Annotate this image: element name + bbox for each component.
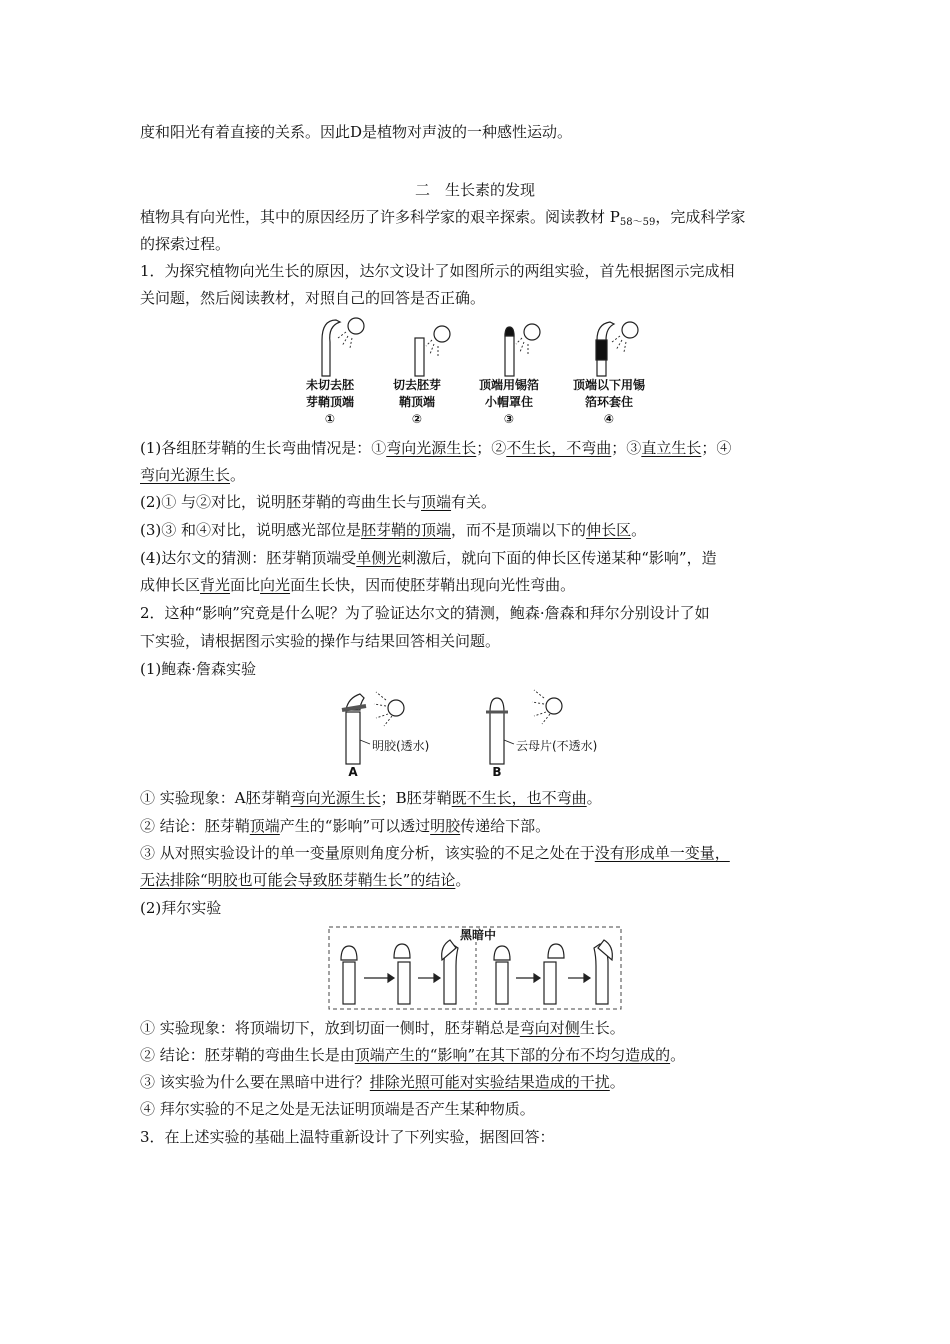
answer-line: ② 结论：胚芽鞘的弯曲生长是由顶端产生的“影响”在其下部的分布不均匀造成的。 [140,1046,686,1064]
answer-line: ③ 从对照实验设计的单一变量原则角度分析，该实验的不足之处在于没有形成单一变量， [140,844,730,862]
figure-caption: 切去胚芽 鞘顶端 ② [392,378,441,426]
question: 2．这种“影响”究竟是什么呢？为了验证达尔文的猜测，鲍森·詹森和拜尔分别设计了如 [140,604,710,622]
figure-label: 云母片(不透水) [516,739,598,753]
paragraph: 植物具有向光性，其中的原因经历了许多科学家的艰辛探索。阅读教材 $P_{58\sim 59}$，完成科学家 [140,208,746,228]
answer-line: ④ 拜尔实验的不足之处是无法证明顶端是否产生某种物质。 [140,1100,535,1118]
answer-line: 无法排除“明胶也可能会导致胚芽鞘生长”的结论。 [140,871,471,889]
boysen-jensen-figure [330,684,630,780]
figure-tag: A [348,765,358,779]
answer-line: (2)① 与②对比，说明胚芽鞘的弯曲生长与顶端有关。 [140,493,497,511]
subheading: (1)鲍森·詹森实验 [140,660,257,678]
figure-caption: 顶端用锡箔 小帽罩住 ③ [478,378,539,426]
figure-tag: B [492,765,502,779]
answer-line: (3)③ 和④对比，说明感光部位是胚芽鞘的顶端，而不是顶端以下的伸长区。 [140,521,647,539]
paragraph: 度和阳光有着直接的关系。因此D是植物对声波的一种感性运动。 [140,123,573,141]
figure-label: 明胶(透水) [372,739,430,753]
question: 3．在上述实验的基础上温特重新设计了下列实验，据图回答： [140,1128,555,1146]
answer-line: ② 结论：胚芽鞘顶端产生的“影响”可以透过明胶传递给下部。 [140,817,551,835]
answer-line: (4)达尔文的猜测：胚芽鞘顶端受单侧光刺激后，就向下面的伸长区传递某种“影响”，造 [140,549,717,567]
darwin-experiment-figure [300,312,660,378]
answer-line: ① 实验现象：将顶端切下，放到切面一侧时，胚芽鞘总是弯向对侧生长。 [140,1019,625,1037]
question: 下实验，请根据图示实验的操作与结果回答相关问题。 [140,632,501,650]
answer-line: 弯向光源生长。 [140,466,246,484]
section-title: 二 生长素的发现 [414,181,535,199]
figure-label: 黑暗中 [459,928,496,942]
question: 关问题，然后阅读教材，对照自己的回答是否正确。 [140,289,486,307]
figure-caption: 顶端以下用锡 箔环套住 ④ [572,378,645,426]
paragraph: 的探索过程。 [140,235,231,253]
answer-line: ③ 该实验为什么要在黑暗中进行？排除光照可能对实验结果造成的干扰。 [140,1073,625,1091]
answer-line: (1)各组胚芽鞘的生长弯曲情况是：①弯向光源生长；②不生长，不弯曲；③直立生长；④ [140,439,732,457]
subheading: (2)拜尔实验 [140,899,222,917]
answer-line: ① 实验现象：A胚芽鞘弯向光源生长；B胚芽鞘既不生长，也不弯曲。 [140,789,602,807]
question: 1．为探究植物向光生长的原因，达尔文设计了如图所示的两组实验，首先根据图示完成相 [140,262,735,280]
figure-caption: 未切去胚 芽鞘顶端 ① [305,378,354,426]
answer-line: 成伸长区背光面比向光面生长快，因而使胚芽鞘出现向光性弯曲。 [140,576,576,594]
